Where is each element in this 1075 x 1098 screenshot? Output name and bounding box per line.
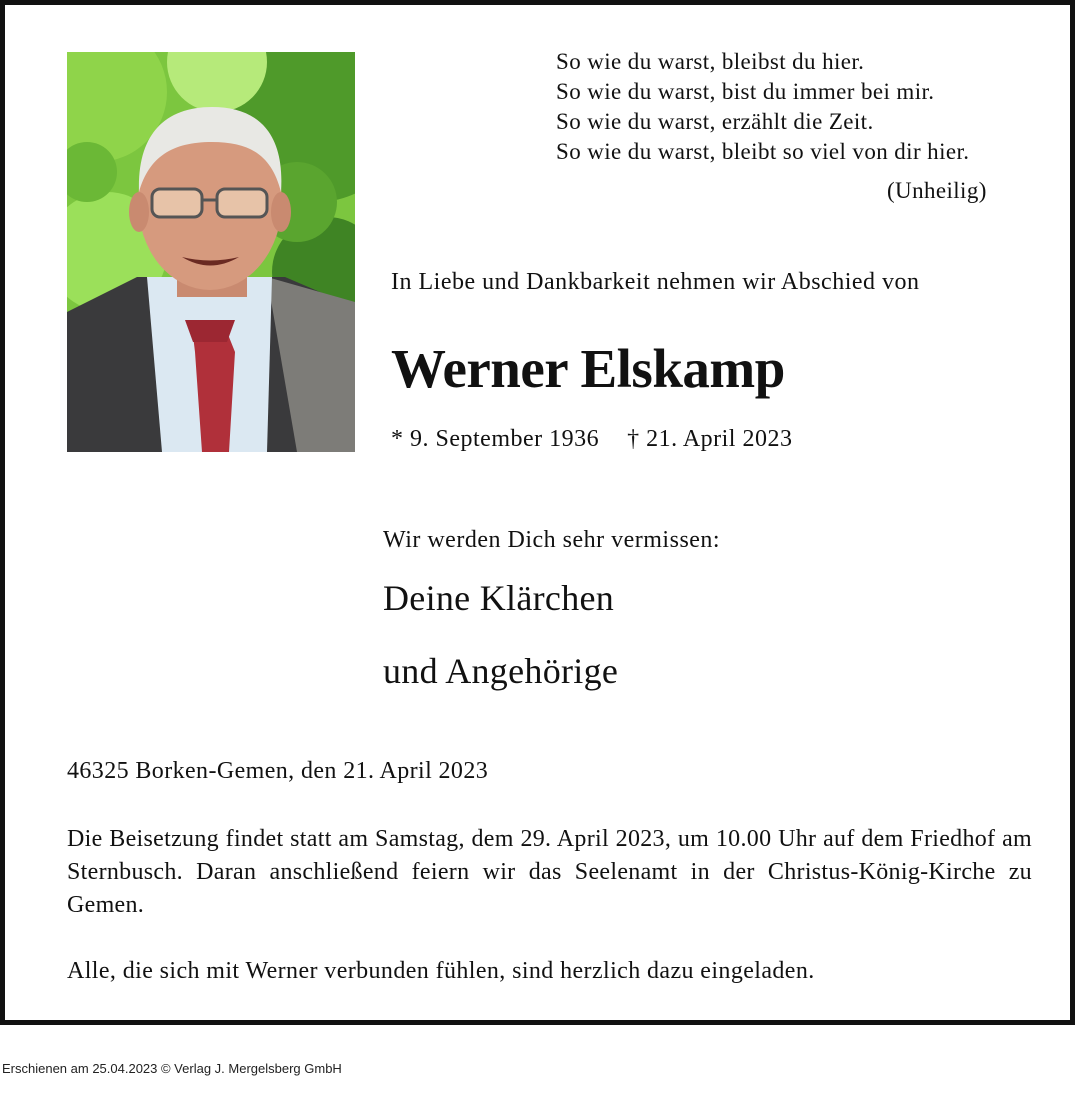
poem-line: So wie du warst, erzählt die Zeit. (556, 109, 874, 134)
birth-date: * 9. September 1936 (391, 426, 600, 452)
poem-line: So wie du warst, bleibt so viel von dir hier. (556, 139, 970, 164)
poem (556, 47, 969, 167)
publication-footer: Erschienen am 25.04.2023 © Verlag J. Mergelsberg GmbH (2, 1061, 342, 1076)
portrait-photo (67, 52, 355, 452)
farewell-intro: In Liebe und Dankbarkeit nehmen wir Abschied von (391, 269, 920, 295)
poem-line: So wie du warst, bleibst du hier. (556, 49, 865, 74)
place-and-date: 46325 Borken-Gemen, den 21. April 2023 (67, 758, 489, 784)
death-date: † 21. April 2023 (627, 426, 793, 452)
invitation-text: Alle, die sich mit Werner verbunden fühlen, sind herzlich dazu eingeladen. (67, 958, 815, 984)
poem-line: So wie du warst, bist du immer bei mir. (556, 79, 935, 104)
mourners-intro: Wir werden Dich sehr vermissen: (383, 527, 721, 553)
deceased-name: Werner Elskamp (391, 338, 785, 399)
life-dates (391, 426, 792, 453)
mourner-relatives: und Angehörige (383, 651, 619, 691)
mourner-name: Deine Klärchen (383, 578, 615, 618)
poem-source: (Unheilig) (887, 178, 987, 203)
funeral-details: Die Beisetzung findet statt am Samstag, dem 29. April 2023, um 10.00 Uhr auf dem Friedhof am Sternbusch. Daran anschließend feiern wir das Seelenamt in der Christus-König-Kirche zu Gemen. (67, 826, 1032, 918)
